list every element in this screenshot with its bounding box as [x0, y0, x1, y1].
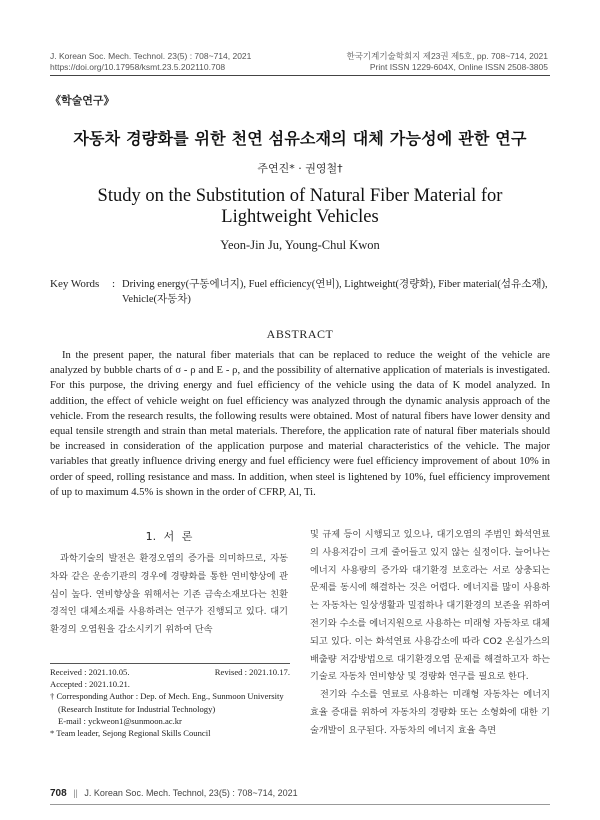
keywords-colon: :	[112, 278, 116, 290]
journal-citation: J. Korean Soc. Mech. Technol. 23(5) : 708~714, 2021	[50, 51, 252, 61]
title-english: Study on the Substitution of Natural Fiber Material for Lightweight Vehicles	[97, 186, 503, 227]
abstract-body: In the present paper, the natural fiber materials that can be replaced to reduce the weight of the vehicle are analyzed by bubble charts of σ - ρ and E - ρ, and the possibility of alternative application of materials is investigated. For this purpose, the driving energy and fuel efficiency of the vehicle using the data of K model analyzed. In addition, the effect of vehicle weight on fuel efficiency was analyzed through the dynamic analysis approach of the vehicle. From the research results, the following results were obtained. Most of natural fibers have lower density and equal tensile strength and strain than metal materials. Therefore, the application rate of natural fiber materials should be increased in consideration of the application purpose and material characteristics of the vehicle. The major variables that greatly influence driving energy and fuel efficiency were fuel efficiency improvement of about 10% in order of speed, rolling resistance and mass. In addition, when steel is lightened by 10%, fuel efficiency improvement of up to maximum 4.5% is shown in the order of CFRP, Al, Ti.	[50, 350, 550, 498]
accepted-date: Accepted : 2021.10.21.	[50, 679, 130, 690]
header-rule	[50, 75, 550, 76]
abstract-heading: ABSTRACT	[266, 327, 334, 341]
team-leader-note: * Team leader, Sejong Regional Skills Council	[50, 728, 211, 739]
footnotes	[50, 666, 290, 739]
running-header-right	[346, 51, 548, 73]
section-tag: 《학술연구》	[50, 94, 115, 107]
footnote-rule	[50, 663, 290, 664]
title-korean: 자동차 경량화를 위한 천연 섬유소재의 대체 가능성에 관한 연구	[73, 129, 527, 148]
revised-date: Revised : 2021.10.17.	[214, 667, 290, 677]
received-date: Received : 2021.10.05.	[50, 667, 130, 677]
footer-rule	[50, 804, 550, 805]
running-header-left	[50, 51, 251, 73]
corresponding-author: † Corresponding Author : Dep. of Mech. Eng., Sunmoon University	[50, 691, 284, 702]
page-footer: 708 || J. Korean Soc. Mech. Technol, 23(5) : 708~714, 2021	[50, 788, 298, 799]
keywords-text: Driving energy(구동에너지), Fuel efficiency(연비), Lightweight(경량화), Fiber material(섬유소재), Vehicle(자동차)	[122, 279, 548, 305]
corresponding-email[interactable]: E-mail : yckweon1@sunmoon.ac.kr	[58, 715, 182, 726]
authors-english: Yeon-Jin Ju, Young-Chul Kwon	[220, 238, 380, 252]
footer-journal: J. Korean Soc. Mech. Technol, 23(5) : 708~714, 2021	[84, 788, 298, 798]
body-column-right	[310, 526, 550, 740]
intro-paragraph-2: 및 규제 등이 시행되고 있으나, 대기오염의 주범인 화석연료의 사용저감이 크게 줄어들고 있지 않는 실정이다. 늘어나는 에너지 사용량의 증가와 대기환경 보호라는 서로 상충되는 문제를 동시에 해결하는 것은 어렵다. 에너지를 많이 사용하는 자동차는 일상생활과 밀접하나 대기환경의 보존을 위하여 전기와 수소를 에너지원으로 사용하는 미래형 자동차로 대체되고 있다. 이는 화석연료 사용감소에 따라 CO2 온실가스의 배출량 저감방법으로 대기환경오염 문제를 해결하고자 하는 기술로 자동차 연비향상 및 경량화 연구를 필요로 한다.	[310, 529, 550, 683]
intro-paragraph-1: 과학기술의 발전은 환경오염의 증가를 의미하므로, 자동차와 같은 운송기관의 경우에 경량화를 통한 연비향상에 관심이 높다. 연비향상을 위해서는 기존 금속소재보다는 친환경적인 대체소재를 사용하려는 연구가 진행되고 있다. 대기환경의 오염원을 감소시키기 위하여 단속	[50, 553, 288, 636]
intro-paragraph-3: 전기와 수소를 연료로 사용하는 미래형 자동차는 에너지 효율 증대를 위하여 자동차의 경량화 또는 소형화에 대한 기술개발이 요구된다. 자동차의 에너지 효율 측면	[310, 689, 550, 736]
authors-korean: 주연진* · 권영철†	[257, 162, 343, 175]
issn: Print ISSN 1229-604X, Online ISSN 2508-3805	[369, 62, 548, 72]
corresponding-affiliation: (Research Institute for Industrial Technology)	[58, 703, 216, 714]
section-heading-introduction: 1. 서 론	[145, 530, 193, 543]
body-column-left	[50, 550, 288, 639]
page-number: 708	[50, 788, 67, 799]
journal-citation-ko: 한국기계기술학회지 제23권 제5호, pp. 708~714, 2021	[346, 51, 548, 61]
doi-link[interactable]: https://doi.org/10.17958/ksmt.23.5.202110.708	[50, 62, 226, 72]
keywords-label: Key Words	[50, 278, 100, 290]
